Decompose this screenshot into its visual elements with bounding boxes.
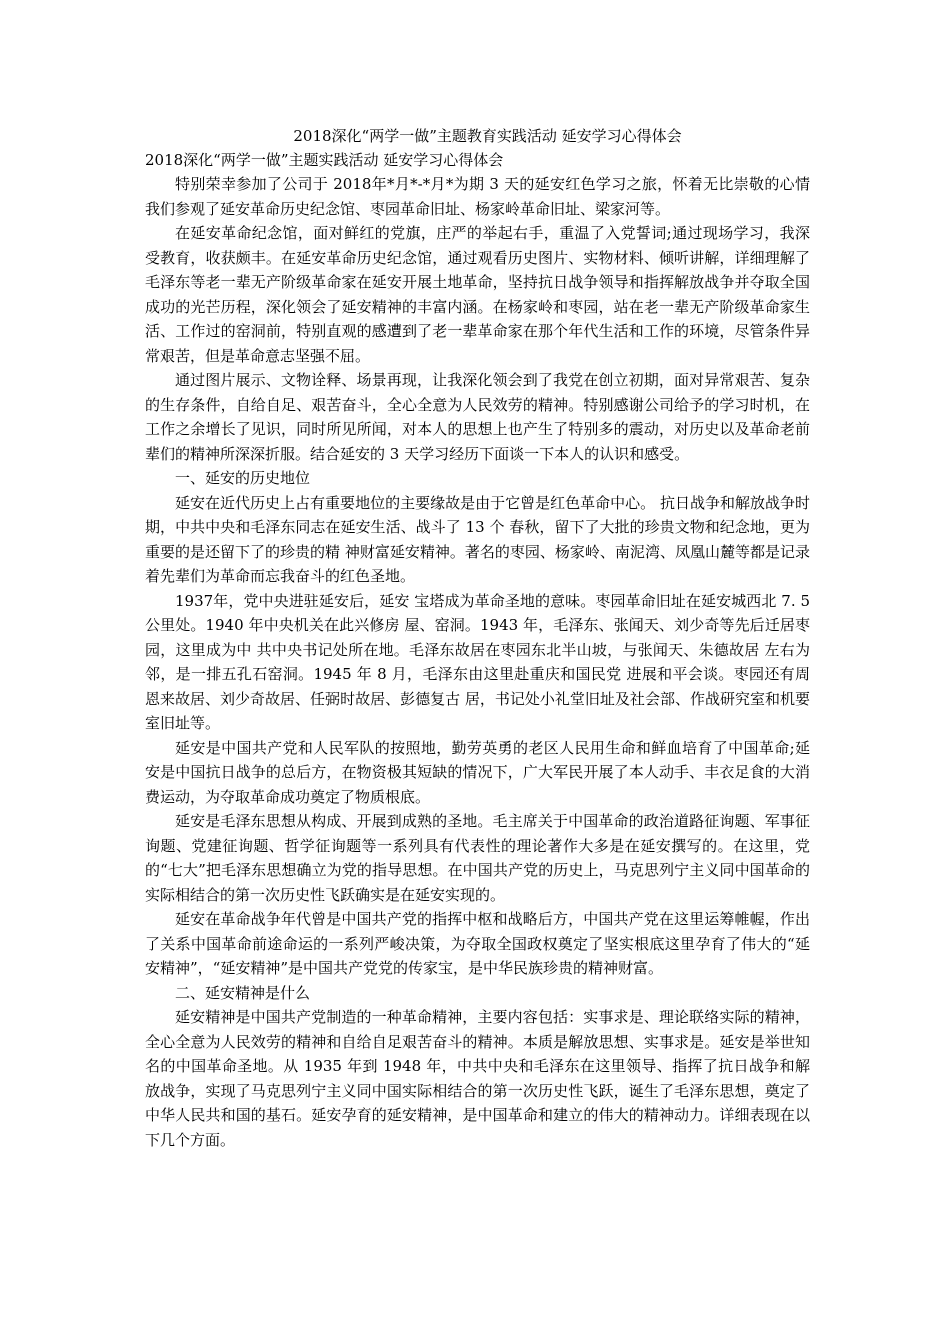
section-2-heading: 二、延安精神是什么	[175, 983, 311, 1002]
section-1-paragraph-2: 1937年，党中央进驻延安后，延安 宝塔成为革命圣地的意味。枣园革命旧址在延安城西北 7. 5 公里处。1940 年中央机关在此兴修房 屋、窑洞。1943 年，毛泽东、张闻天、刘少奇等先后迁居枣园，这里成为中 共中央书记处所在地。毛泽东故居在枣园东北半山坡，与张闻天、朱德故居 左右为邻，是一排五孔石窑洞。1945 年 8 月，毛泽东由这里赴重庆和国民党 进展和平会谈。枣园还有周恩来故居、刘少奇故居、任弼时故居、彭德复古 居，书记处小礼堂旧址及社会部、作战研究室和机要室旧址等。	[145, 591, 810, 732]
document-page	[145, 124, 810, 1152]
intro-paragraph-2: 在延安革命纪念馆，面对鲜红的党旗，庄严的举起右手，重温了入党誓词;通过现场学习，我深受教育，收获颇丰。在延安革命历史纪念馆，通过观看历史图片、实物材料、倾听讲解，详细理解了毛泽东等老一辈无产阶级革命家在延安开展土地革命，坚持抗日战争领导和指挥解放战争并夺取全国成功的光芒历程，深化领会了延安精神的丰富内涵。在杨家岭和枣园，站在老一辈无产阶级革命家生活、工作过的窑洞前，特别直观的感遭到了老一辈革命家在那个年代生活和工作的环境，尽管条件异常艰苦，但是革命意志坚强不屈。	[145, 224, 810, 365]
document-title: 2018深化“两学一做”主题教育实践活动 延安学习心得体会	[293, 127, 682, 145]
section-2-paragraph-1: 延安精神是中国共产党制造的一种革命精神，主要内容包括：实事求是、理论联络实际的精神，全心全意为人民效劳的精神和自给自足艰苦奋斗的精神。本质是解放思想、实事求是。延安是举世知名的中国革命圣地。从 1935 年到 1948 年，中共中央和毛泽东在这里领导、指挥了抗日战争和解放战争，实现了马克思列宁主义同中国实际相结合的第一次历史性飞跃，诞生了毛泽东思想，奠定了中华人民共和国的基石。延安孕育的延安精神，是中国革命和建立的伟大的精神动力。详细表现在以下几个方面。	[145, 1008, 810, 1149]
document-subtitle: 2018深化“两学一做”主题实践活动 延安学习心得体会	[145, 151, 504, 169]
section-1-paragraph-5: 延安在革命战争年代曾是中国共产党的指挥中枢和战略后方，中国共产党在这里运筹帷幄，作出了关系中国革命前途命运的一系列严峻决策，为夺取全国政权奠定了坚实根底这里孕育了伟大的“延安精神”，“延安精神”是中国共产党党的传家宝，是中华民族珍贵的精神财富。	[145, 910, 810, 977]
section-1-heading: 一、延安的历史地位	[175, 469, 311, 487]
section-1-paragraph-1: 延安在近代历史上占有重要地位的主要缘故是由于它曾是红色革命中心。 抗日战争和解放战争时期，中共中央和毛泽东同志在延安生活、战斗了 13 个 春秋，留下了大批的珍贵文物和纪念地，更为重要的是还留下了的珍贵的精 神财富延安精神。著名的枣园、杨家岭、南泥湾、凤凰山麓等都是记录 着先辈们为革命而忘我奋斗的红色圣地。	[145, 493, 810, 585]
intro-paragraph-3: 通过图片展示、文物诠释、场景再现，让我深化领会到了我党在创立初期，面对异常艰苦、复杂的生存条件，自给自足、艰苦奋斗，全心全意为人民效劳的精神。特别感谢公司给予的学习时机，在工作之余增长了见识，同时所见所闻，对本人的思想上也产生了特别多的震动，对历史以及革命老前辈们的精神所深深折服。结合延安的 3 天学习经历下面谈一下本人的认识和感受。	[145, 371, 810, 463]
section-1-paragraph-4: 延安是毛泽东思想从构成、开展到成熟的圣地。毛主席关于中国革命的政治道路征询题、军事征询题、党建征询题、哲学征询题等一系列具有代表性的理论著作大多是在延安撰写的。在这里，党的“七大”把毛泽东思想确立为党的指导思想。在中国共产党的历史上，马克思列宁主义同中国革命的实际相结合的第一次历史性飞跃确实是在延安实现的。	[145, 812, 810, 904]
intro-paragraph-1: 特别荣幸参加了公司于 2018年*月*-*月*为期 3 天的延安红色学习之旅，怀着无比崇敬的心情我们参观了延安革命历史纪念馆、枣园革命旧址、杨家岭革命旧址、梁家河等。	[145, 175, 810, 218]
section-1-paragraph-3: 延安是中国共产党和人民军队的按照地，勤劳英勇的老区人民用生命和鲜血培育了中国革命;延安是中国抗日战争的总后方，在物资极其短缺的情况下，广大军民开展了本人动手、丰衣足食的大消费运动，为夺取革命成功奠定了物质根底。	[145, 738, 810, 806]
